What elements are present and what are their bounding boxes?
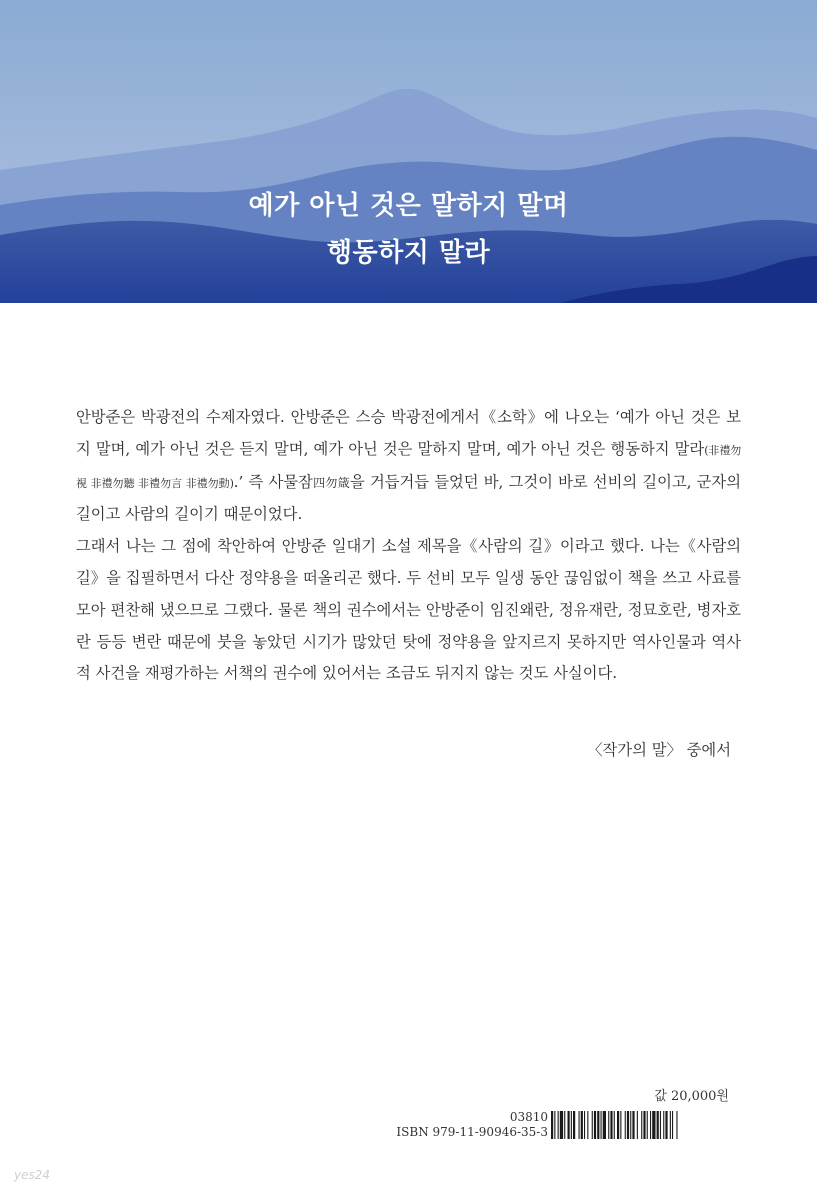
barcode-bar: [647, 1111, 648, 1139]
barcode-bar: [614, 1111, 615, 1139]
barcode-bar: [587, 1111, 588, 1139]
barcode-bar: [560, 1111, 563, 1139]
barcode-bar: [603, 1111, 606, 1139]
headline-line-2: 행동하지 말라: [326, 238, 491, 268]
yes24-watermark-logo: yes24: [14, 1168, 51, 1182]
barcode-bar: [594, 1111, 596, 1139]
headline-line-1: 예가 아닌 것은 말하지 말며: [248, 191, 569, 221]
quote-source: 〈작가의 말〉 중에서: [587, 741, 731, 759]
barcode-bar: [617, 1111, 619, 1139]
barcode-bar: [608, 1111, 609, 1139]
barcode-bar: [641, 1111, 642, 1139]
barcode-bar: [551, 1111, 553, 1139]
barcode-bar: [663, 1111, 664, 1139]
barcode-bar: [665, 1111, 667, 1139]
cover-headline: [0, 183, 817, 277]
barcode-bar: [630, 1111, 631, 1139]
barcode-bar: [676, 1111, 677, 1139]
barcode-bar: [657, 1111, 659, 1139]
barcode-bar: [625, 1111, 626, 1139]
barcode-bar: [620, 1111, 621, 1139]
barcode-bar: [652, 1111, 655, 1139]
barcode-bar: [670, 1111, 671, 1139]
barcode-bar: [672, 1111, 673, 1139]
barcode-bar: [568, 1111, 570, 1139]
cover-banner: [0, 0, 817, 303]
price-label: 값 20,000원: [654, 1089, 729, 1104]
barcode-bar: [573, 1111, 575, 1139]
barcode-bar: [627, 1111, 629, 1139]
back-cover-text: [76, 402, 741, 690]
paragraph-1-text-c: 을 거듭거듭 들었던 바, 그것이 바로 선비의 길이고, 군자의 길이고 사람의 길이기 때문이었다.: [76, 472, 741, 524]
barcode-bar: [558, 1111, 559, 1139]
barcode-bar: [650, 1111, 651, 1139]
barcode-bar: [601, 1111, 602, 1139]
barcode-bar: [597, 1111, 599, 1139]
barcode: [551, 1111, 728, 1139]
barcode-bar: [584, 1111, 585, 1139]
barcode-bar: [632, 1111, 634, 1139]
isbn-number: ISBN 979-11-90946-35-3: [396, 1125, 548, 1139]
paragraph-1: [76, 402, 741, 531]
paragraph-2: 그래서 나는 그 점에 착안하여 안방준 일대기 소설 제목을《사람의 길》이라고 했다. 나는《사람의 길》을 집필하면서 다산 정약용을 떠올리곤 했다. 두 선비 모두 일생 동안 끊임없이 책을 쓰고 사료를 모아 편찬해 냈으므로 그랬다. 물론 책의 권수에서는 안방준이 임진왜란, 정유재란, 정묘호란, 병자호란 등등 변란 때문에 붓을 놓았던 시기가 많았던 탓에 정약용을 앞지르지 못하지만 역사인물과 역사적 사건을 재평가하는 서책의 권수에 있어서는 조금도 뒤지지 않는 것도 사실이다.: [76, 537, 741, 683]
hanja-word: 四勿箴: [312, 475, 351, 490]
barcode-bar: [581, 1111, 583, 1139]
barcode-bar: [660, 1111, 661, 1139]
barcode-bar: [579, 1111, 580, 1139]
barcode-bar: [564, 1111, 565, 1139]
barcode-bar: [554, 1111, 555, 1139]
barcode-bar: [643, 1111, 645, 1139]
paragraph-1-text-b: .’ 즉 사물잠: [233, 472, 313, 491]
isbn-block: [360, 1110, 548, 1140]
add-code: 03810: [509, 1110, 548, 1124]
barcode-bar: [571, 1111, 572, 1139]
barcode-bar: [592, 1111, 593, 1139]
hanja-phrase: (非禮勿視 非禮勿聽 非禮勿言 非禮勿動): [76, 443, 741, 490]
barcode-bar: [610, 1111, 612, 1139]
barcode-bar: [637, 1111, 638, 1139]
paragraph-1-text-a: 안방준은 박광전의 수제자였다. 안방준은 스승 박광전에게서《소학》에 나오는 ‘예가 아닌 것은 보지 말며, 예가 아닌 것은 듣지 말며, 예가 아닌 것은 말하지 말며, 예가 아닌 것은 행동하지 말라: [76, 408, 741, 458]
